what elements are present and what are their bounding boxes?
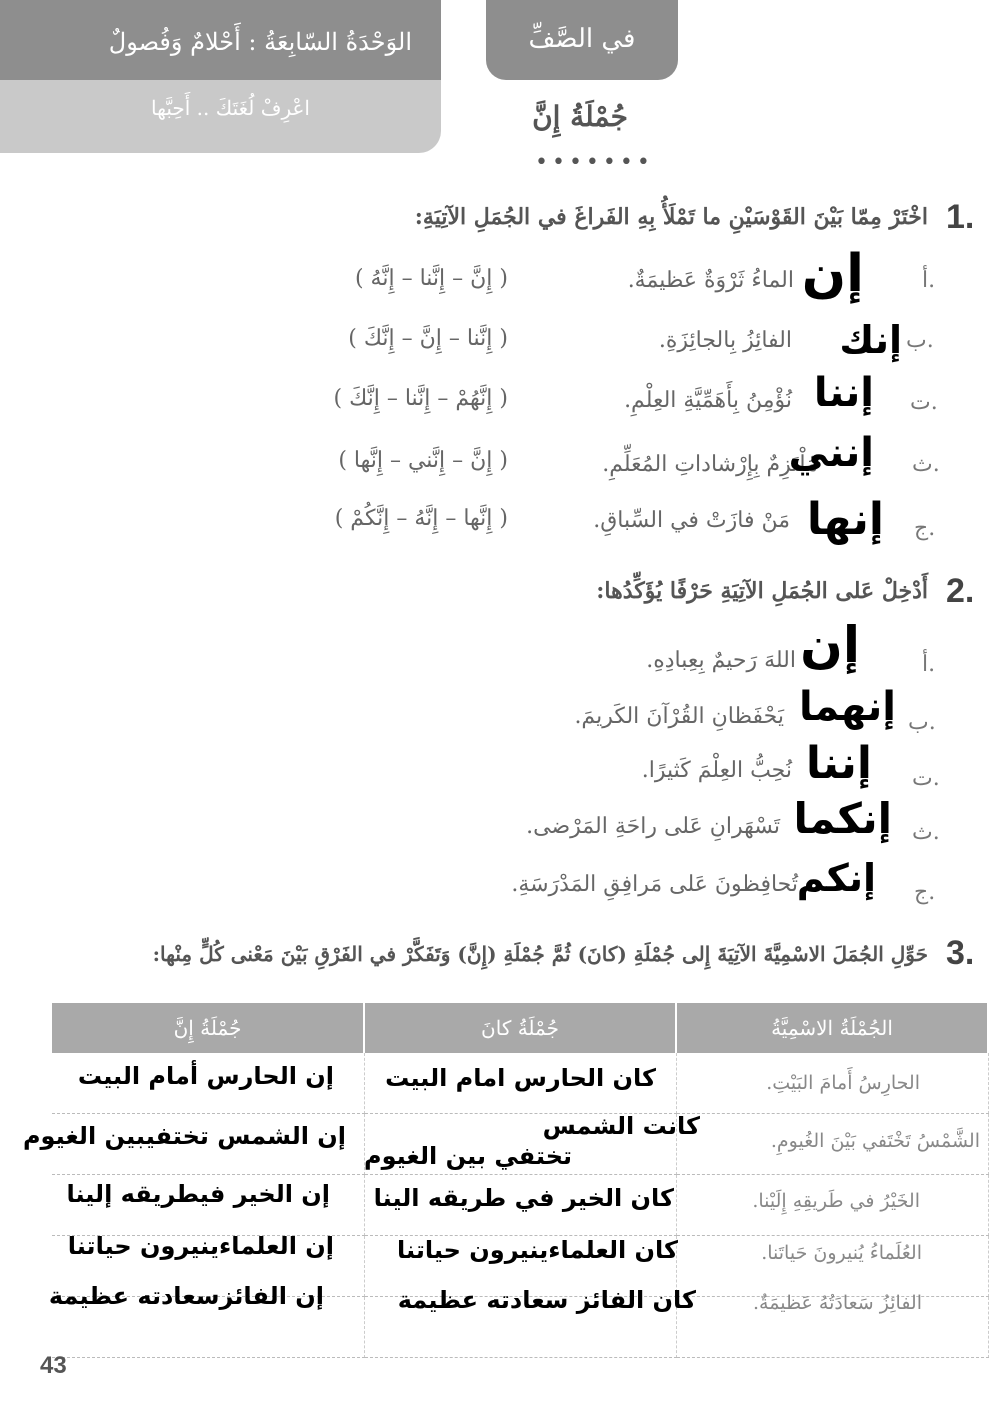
q3-number: 3.: [946, 934, 975, 972]
q1-options: ( إِنَّها – إِنَّهُ – إِنَّكُمْ ): [334, 506, 508, 531]
title-dots: •••••••: [535, 150, 654, 175]
col-header-nominal: الجُمْلَةُ الاسْمِيَّةُ: [676, 1003, 988, 1053]
q2-number: 2.: [946, 572, 975, 610]
q1-sentence: مُلْتَزِمٌ بِإِرْشاداتِ المُعَلِّمِ.: [602, 452, 818, 477]
q1-number: 1.: [946, 198, 975, 236]
q1-options: ( إِنَّهُمْ – إِنَّنا – إِنَّكَ ): [333, 386, 508, 411]
q1-options: ( إِنَّ – إِنَّني – إِنَّها ): [338, 448, 508, 473]
section-label: في الصَّفِّ: [528, 24, 636, 54]
row-source: الشَّمْسُ تَخْتَفي بَيْنَ الغُيومِ.: [770, 1130, 980, 1152]
q1-sentence: الفائِزُ بِالجائِزَةِ.: [658, 328, 792, 353]
q2-sentence: يَحْفَظانِ القُرْآنَ الكَريمَ.: [574, 704, 784, 729]
q2-answer: إنكما: [793, 794, 892, 843]
row-kana-answer: كانت الشمس: [542, 1112, 700, 1140]
unit-title: الوَحْدَةُ السّابِعَةُ : أَحْلامٌ وَفُصولٌ: [108, 28, 412, 56]
q1-instruction: اخْتَرْ مِمّا بَيْنَ القَوْسَيْنِ ما تَمْلَأُ بِهِ الفَراغَ في الجُمَلِ الآتِيَةِ:: [414, 204, 928, 230]
row-inna-answer: إن الخير فيطريقه إلينا: [66, 1180, 330, 1208]
row-kana-answer: كان الحارس امام البيت: [385, 1064, 656, 1092]
row-source: العُلَماءُ يُنيرونَ حَياتَنا.: [761, 1242, 922, 1264]
q1-sentence: مَنْ فازَتْ في السِّباقِ.: [593, 508, 790, 533]
q1-answer: إننا: [813, 370, 874, 416]
row-inna-answer: إن الشمس تختفيبين الغيوم: [22, 1122, 346, 1150]
row-inna-answer: إن الفائزسعادته عظيمة: [48, 1282, 324, 1310]
q1-sentence: نُؤْمِنُ بِأَهَمِّيَّةِ العِلْمِ.: [624, 388, 792, 413]
q2-answer: إنكم: [796, 856, 876, 900]
col-header-kana: جُمْلَةُ كانَ: [364, 1003, 676, 1053]
lesson-title: جُمْلَةُ إِنَّ: [532, 100, 628, 133]
q2-instruction: أَدْخِلْ عَلى الجُمَلِ الآتِيَةِ حَرْفًا يُؤَكِّدُها:: [596, 578, 928, 604]
q1-sentence: الماءُ ثَرْوَةٌ عَظيمَةٌ.: [627, 268, 794, 293]
row-kana-answer-line2: تختفي بين الغيوم: [364, 1142, 572, 1170]
q2-answer: إننا: [805, 738, 872, 789]
row-kana-answer: كان الفائز سعادته عظيمة: [397, 1286, 696, 1314]
row-source: الفائِزُ سَعادَتُهُ عَظيمَةٌ.: [753, 1292, 922, 1314]
page-number: 43: [40, 1352, 67, 1379]
row-source: الحارِسُ أَمامَ البَيْتِ.: [766, 1072, 920, 1094]
row-inna-answer: إن الحارس أمام البيت: [77, 1062, 334, 1090]
row-source: الخَيْرُ في طَريقِهِ إِلَيْنا.: [752, 1190, 920, 1212]
q1-options: ( إِنَّ – إِنَّنا – إِنَّهُ ): [354, 266, 508, 291]
q2-sentence: نُحِبُّ العِلْمَ كَثيرًا.: [641, 758, 792, 783]
unit-slogan: اعْرِفْ لُغَتَكَ .. أَحِبَّها: [151, 96, 310, 120]
q2-sentence: اللهَ رَحيمٌ بِعِبادِهِ.: [646, 648, 796, 673]
q1-answer: إنك: [839, 318, 902, 362]
q2-sentence: تُحافِظونَ عَلى مَرافِقِ المَدْرَسَةِ.: [511, 872, 798, 897]
q1-answer: إن: [801, 244, 864, 304]
q1-options: ( إِنَّنا – إِنَّ – إِنَّكَ ): [348, 326, 508, 351]
row-inna-answer: إن العلماءينيرون حياتنا: [67, 1232, 334, 1260]
q2-answer: إن: [800, 616, 860, 674]
q1-answer: إنها: [806, 494, 884, 545]
row-kana-answer: كان الخير في طريقه الينا: [373, 1184, 674, 1212]
q2-sentence: تَسْهَرانِ عَلى راحَةِ المَرْضى.: [526, 814, 780, 839]
q2-answer: إنهما: [799, 684, 896, 730]
col-header-inna: جُمْلَةُ إِنَّ: [52, 1003, 364, 1053]
q3-instruction: حَوِّلِ الجُمَلَ الاسْمِيَّةَ الآتِيَةَ إِلى جُمْلَةِ (كانَ) ثُمَّ جُمْلَةِ (إِنَّ) وَتَفَكَّرْ في الفَرْقِ بَيْنَ مَعْنى كُلٍّ مِنْها:: [152, 942, 928, 966]
table-header-row: [52, 1003, 988, 1053]
row-kana-answer: كان العلماءينيرون حياتنا: [397, 1236, 678, 1264]
q1-answer: إنني: [788, 430, 874, 476]
